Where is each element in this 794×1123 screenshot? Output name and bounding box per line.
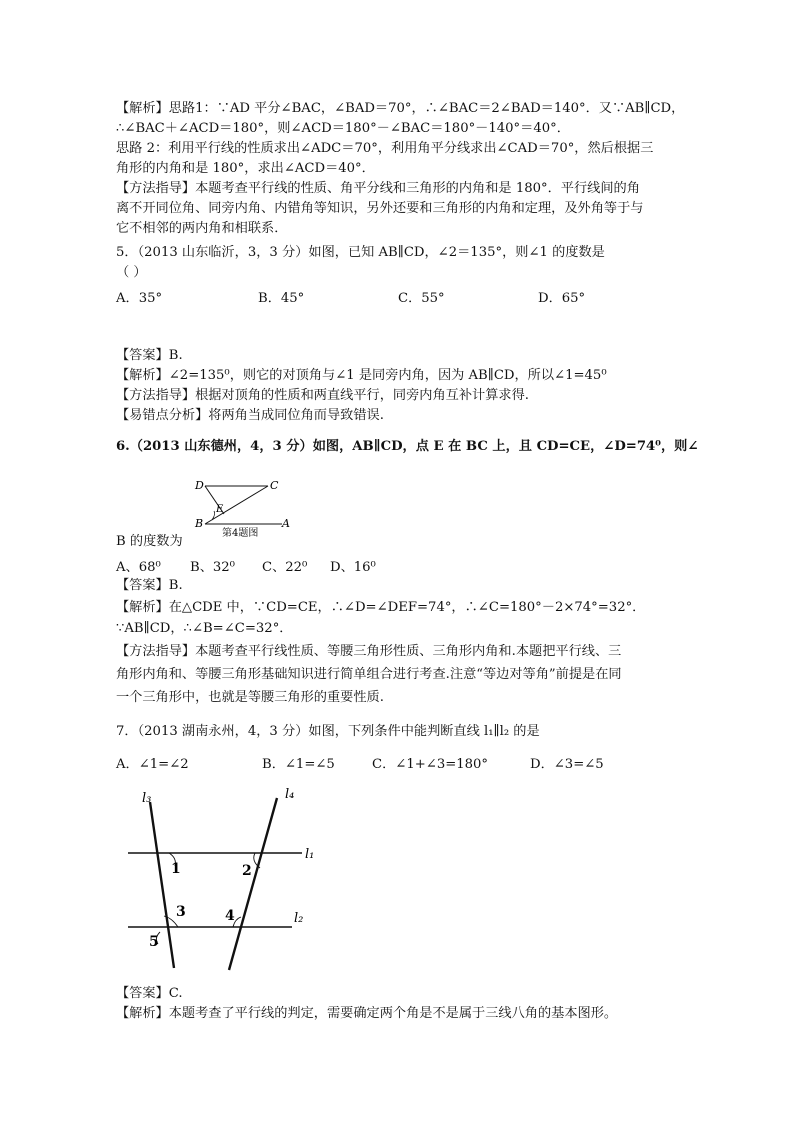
- q6-answer: 【答案】B.: [116, 578, 183, 593]
- q6-analysis-line2: ∵AB∥CD，∴∠B=∠C=32°．: [116, 621, 293, 636]
- q5-option-c: C．55°: [398, 291, 445, 306]
- q6-stem-cont: B 的度数为: [116, 534, 183, 549]
- q7-label-l1: l₁: [305, 847, 315, 862]
- q7-option-a: A．∠1=∠2: [116, 757, 189, 772]
- q7-label-l4: l₄: [285, 787, 295, 802]
- q4-line5: 【方法指导】本题考查平行线的性质、角平分线和三角形的内角和是 180°．平行线间的角: [116, 181, 640, 196]
- q6-method-line1: 【方法指导】本题考查平行线性质、等腰三角形性质、三角形内角和.本题把平行线、三: [116, 644, 622, 659]
- q7-stem: 7．（2013 湖南永州，4，3 分）如图，下列条件中能判断直线 l₁∥l₂ 的是: [116, 724, 540, 739]
- q5-stem-bracket: （ ）: [116, 265, 147, 280]
- q7-figure: [120, 780, 330, 975]
- q7-label-l2: l₂: [294, 911, 304, 926]
- q7-option-d: D．∠3=∠5: [530, 757, 604, 772]
- q6-analysis-line1: 【解析】在△CDE 中，∵CD=CE，∴∠D=∠DEF=74°，∴∠C=180°－2×74°=32°．: [116, 600, 646, 615]
- q4-line7: 它不相邻的两内角和相联系．: [116, 221, 288, 236]
- q7-label-l3: l₃: [142, 791, 152, 806]
- q6-label-e: E: [216, 504, 224, 515]
- q6-stem: 6.（2013 山东德州，4，3 分）如图，AB∥CD，点 E 在 BC 上，且 CD=CE，∠D=74⁰，则∠: [116, 439, 699, 454]
- q6-label-c: C: [270, 479, 279, 492]
- q7-angle-4: 4: [225, 908, 235, 924]
- q7-answer: 【答案】C.: [116, 986, 183, 1001]
- q7-option-b: B．∠1=∠5: [262, 757, 335, 772]
- q6-label-b: B: [195, 517, 204, 530]
- q7-analysis: 【解析】本题考查了平行线的判定，需要确定两个角是不是属于三线八角的基本图形。: [116, 1006, 618, 1021]
- q7-angle-3: 3: [176, 904, 186, 920]
- q6-option-c: C、22⁰: [262, 560, 308, 575]
- q5-method: 【方法指导】根据对顶角的性质和两直线平行，同旁内角互补计算求得.: [116, 388, 530, 403]
- q5-analysis: 【解析】∠2=135⁰，则它的对顶角与∠1 是同旁内角，因为 AB∥CD，所以∠1=45⁰: [116, 368, 607, 383]
- q5-answer: 【答案】B.: [116, 348, 183, 363]
- q5-option-a: A．35°: [116, 291, 163, 306]
- q6-label-d: D: [195, 479, 204, 492]
- q6-option-d: D、16⁰: [330, 560, 376, 575]
- q5-stem: 5．（2013 山东临沂，3，3 分）如图，已知 AB∥CD，∠2＝135°，则∠1 的度数是: [116, 245, 605, 260]
- q6-option-a: A、68⁰: [116, 560, 161, 575]
- q7-option-c: C．∠1+∠3=180°: [372, 757, 489, 772]
- q7-angle-5: 5: [149, 934, 159, 950]
- q7-angle-1: 1: [171, 861, 181, 877]
- q4-line4: 角形的内角和是 180°，求出∠ACD＝40°．: [116, 161, 375, 176]
- q6-figure: [190, 474, 300, 540]
- q4-line1: 【解析】思路1：∵AD 平分∠BAC，∠BAD＝70°，∴∠BAC＝2∠BAD＝140°．又∵AB∥CD，: [116, 101, 685, 116]
- q4-line2: ∴∠BAC＋∠ACD＝180°，则∠ACD＝180°－∠BAC＝180°－140°＝40°．: [116, 121, 570, 136]
- q5-option-b: B．45°: [258, 291, 305, 306]
- q5-error-analysis: 【易错点分析】将两角当成同位角而导致错误.: [116, 408, 384, 423]
- q6-figure-caption: 第4题图: [222, 528, 259, 539]
- q4-line6: 离不开同位角、同旁内角、内错角等知识，另外还要和三角形的内角和定理，及外角等于与: [116, 201, 644, 216]
- q5-option-d: D．65°: [538, 291, 586, 306]
- q6-method-line3: 一个三角形中，也就是等腰三角形的重要性质.: [116, 690, 384, 705]
- q4-line3: 思路 2：利用平行线的性质求出∠ADC＝70°，利用角平分线求出∠CAD＝70°，然后根据三: [116, 141, 654, 156]
- q6-option-b: B、32⁰: [190, 560, 235, 575]
- q6-method-line2: 角形内角和、等腰三角形基础知识进行简单组合进行考查.注意“等边对等角”前提是在同: [116, 667, 622, 682]
- q6-label-a: A: [282, 517, 290, 530]
- q7-angle-2: 2: [242, 863, 252, 879]
